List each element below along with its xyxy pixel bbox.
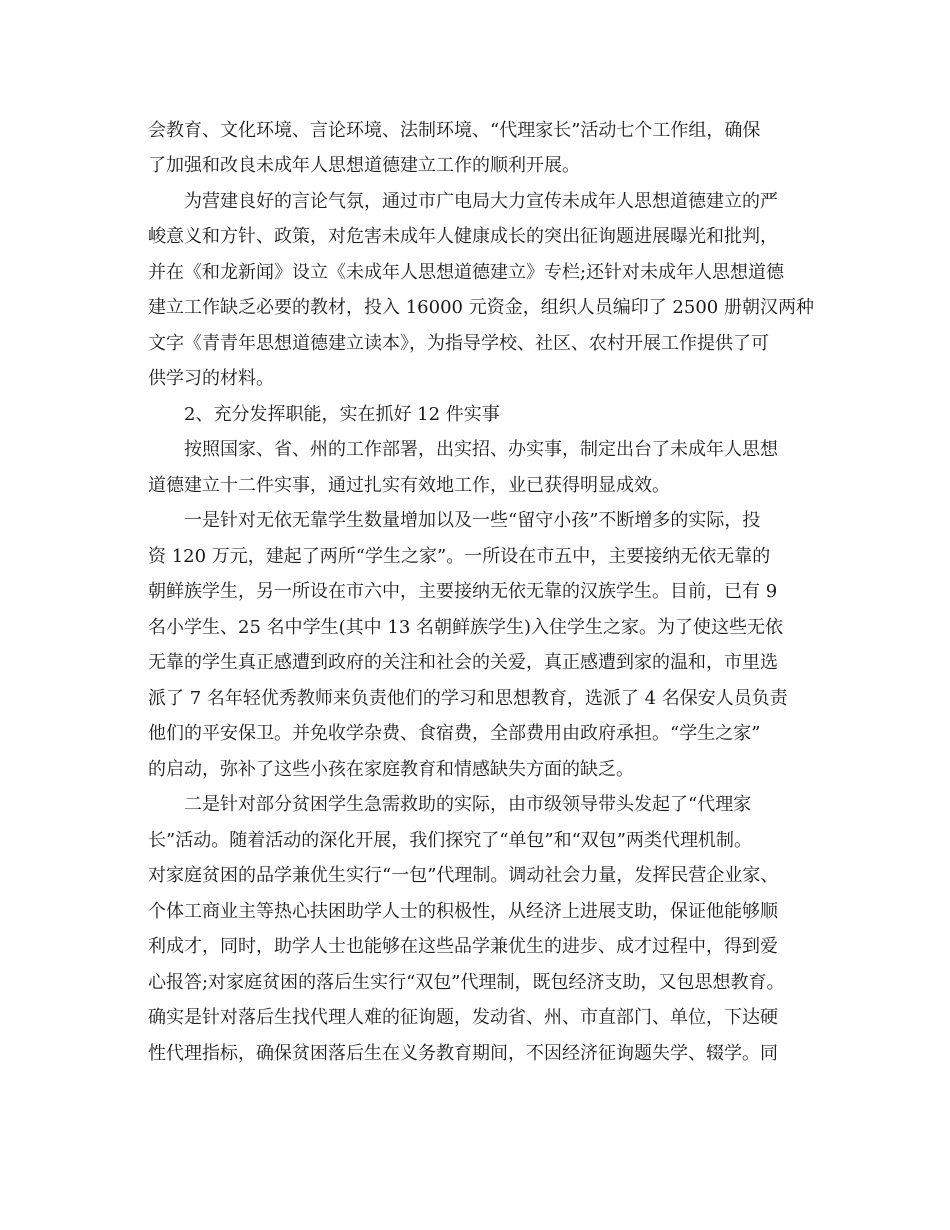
text-line: 建立工作缺乏必要的教材，投入 16000 元资金，组织人员编印了 2500 册朝汉两种: [148, 297, 814, 318]
text-line: 他们的平安保卫。并免收学杂费、食宿费，全部费用由政府承担。“学生之家”: [148, 723, 761, 744]
text-line: 文字《青青年思想道德建立读本》，为指导学校、社区、农村开展工作提供了可: [148, 333, 769, 354]
text-line: 确实是针对落后生找代理人难的征询题，发动省、州、市直部门、单位，下达硬: [148, 1007, 778, 1028]
text-line: 长”活动。随着活动的深化开展，我们探究了“单包”和“双包”两类代理机制。: [148, 830, 753, 851]
text-line: 利成才，同时，助学人士也能够在这些品学兼优生的进步、成才过程中，得到爱: [148, 936, 778, 957]
text-line: 一是针对无依无靠学生数量增加以及一些“留守小孩”不断增多的实际，投: [184, 510, 761, 531]
text-line: 峻意义和方针、政策，对危害未成年人健康成长的突出征询题进展曝光和批判，: [148, 226, 778, 247]
text-line: 按照国家、省、州的工作部署，出实招、办实事，制定出台了未成年人思想: [184, 439, 778, 460]
text-line: 个体工商业主等热心扶困助学人士的积极性，从经济上进展支助，保证他能够顺: [148, 901, 778, 922]
text-line: 对家庭贫困的品学兼优生实行“一包”代理制。调动社会力量，发挥民营企业家、: [148, 865, 779, 886]
section-heading: 2、充分发挥职能，实在抓好 12 件实事: [184, 404, 500, 425]
text-line: 的启动，弥补了这些小孩在家庭教育和情感缺失方面的缺乏。: [148, 759, 634, 780]
text-line: 心报答;对家庭贫困的落后生实行“双包”代理制，既包经济支助，又包思想教育。: [148, 972, 785, 993]
text-line: 并在《和龙新闻》设立《未成年人思想道德建立》专栏;还针对未成年人思想道德: [148, 262, 785, 283]
text-line: 派了 7 名年轻优秀教师来负责他们的学习和思想教育，选派了 4 名保安人员负责: [148, 688, 788, 709]
text-line: 资 120 万元，建起了两所“学生之家”。一所设在市五中，主要接纳无依无靠的: [148, 546, 771, 567]
text-line: 供学习的材料。: [148, 368, 274, 389]
text-line: 名小学生、25 名中学生(其中 13 名朝鲜族学生)入住学生之家。为了使这些无依: [148, 617, 784, 638]
text-line: 无靠的学生真正感遭到政府的关注和社会的关爱，真正感遭到家的温和，市里选: [148, 652, 778, 673]
text-line: 道德建立十二件实事，通过扎实有效地工作，业已获得明显成效。: [148, 475, 670, 496]
text-line: 为营建良好的言论气氛，通过市广电局大力宣传未成年人思想道德建立的严: [184, 191, 778, 212]
text-line: 朝鲜族学生，另一所设在市六中，主要接纳无依无靠的汉族学生。目前，已有 9: [148, 581, 778, 602]
text-line: 会教育、文化环境、言论环境、法制环境、“代理家长”活动七个工作组，确保: [148, 120, 761, 141]
text-line: 性代理指标，确保贫困落后生在义务教育期间，不因经济征询题失学、辍学。同: [148, 1043, 778, 1064]
text-line: 了加强和改良未成年人思想道德建立工作的顺利开展。: [148, 155, 580, 176]
text-line: 二是针对部分贫困学生急需救助的实际，由市级领导带头发起了“代理家: [184, 794, 752, 815]
